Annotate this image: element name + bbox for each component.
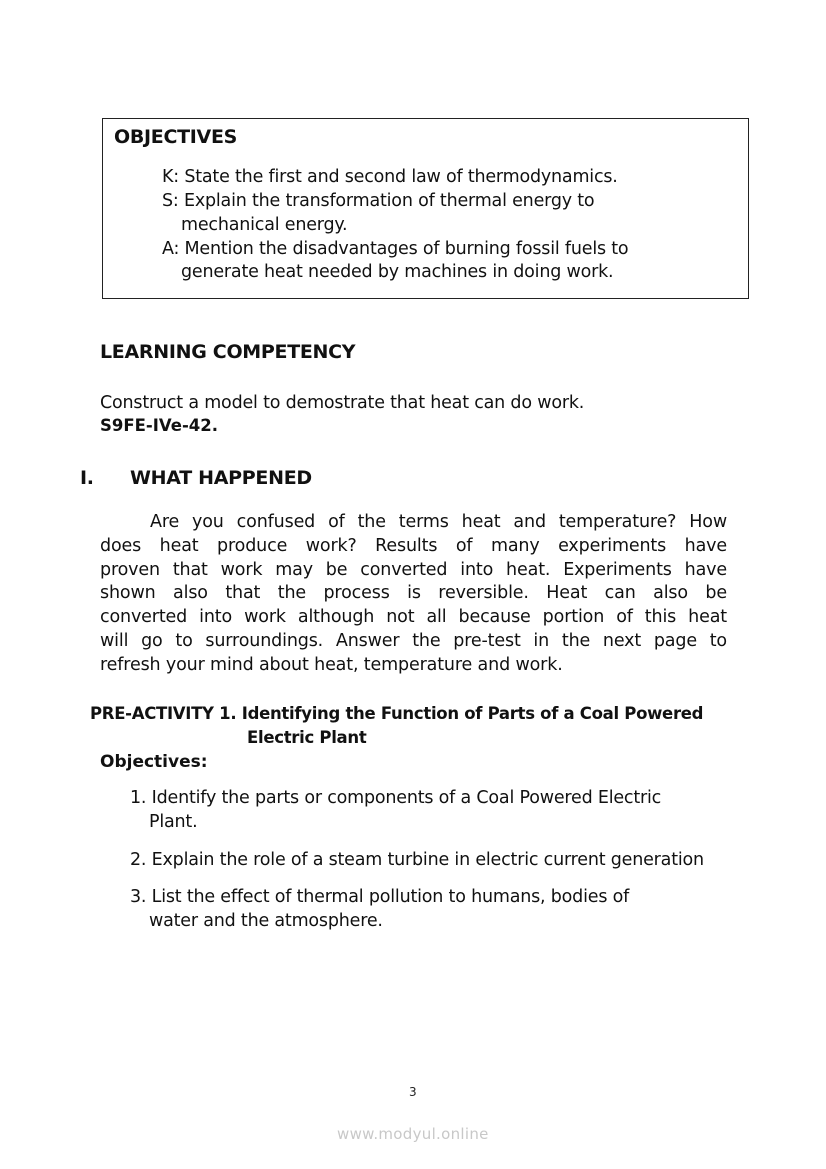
objectives-title: OBJECTIVES: [114, 126, 238, 148]
what-happened-paragraph: [100, 511, 727, 678]
paragraph-line: proven that work may be converted into heat. Experiments have: [100, 559, 727, 580]
paragraph-line: will go to surroundings. Answer the pre-test in the next page to: [100, 630, 727, 651]
pre-activity-objective-3-continued: water and the atmosphere.: [149, 911, 383, 931]
section-title: WHAT HAPPENED: [130, 467, 312, 489]
objective-s: S: Explain the transformation of thermal energy to: [162, 191, 595, 211]
learning-competency-title: LEARNING COMPETENCY: [100, 341, 356, 363]
paragraph-line: does heat produce work? Results of many experiments have: [100, 535, 727, 556]
paragraph-line: shown also that the process is reversible. Heat can also be: [100, 583, 727, 604]
objective-a-continued: generate heat needed by machines in doing work.: [181, 262, 614, 282]
section-number: I.: [80, 467, 94, 489]
paragraph-line: converted into work although not all because portion of this heat: [100, 607, 727, 628]
pre-activity-objectives-label: Objectives:: [100, 752, 208, 772]
pre-activity-objective-1-continued: Plant.: [149, 812, 198, 832]
learning-competency-text: Construct a model to demostrate that heat can do work.: [100, 393, 585, 413]
pre-activity-title-continued: Electric Plant: [247, 728, 367, 747]
pre-activity-title: PRE-ACTIVITY 1. Identifying the Function of Parts of a Coal Powered: [90, 704, 704, 723]
pre-activity-objective-2: 2. Explain the role of a steam turbine in electric current generation: [130, 850, 704, 870]
paragraph-line: refresh your mind about heat, temperature and work.: [100, 654, 563, 675]
objective-s-continued: mechanical energy.: [181, 215, 348, 235]
watermark: www.modyul.online: [337, 1125, 489, 1143]
pre-activity-objective-3: 3. List the effect of thermal pollution to humans, bodies of: [130, 887, 630, 907]
pre-activity-objective-1: 1. Identify the parts or components of a Coal Powered Electric: [130, 788, 662, 808]
paragraph-line: Are you confused of the terms heat and temperature? How: [150, 512, 727, 532]
objective-k: K: State the first and second law of thermodynamics.: [162, 167, 618, 187]
competency-code: S9FE-IVe-42.: [100, 416, 219, 435]
objective-a: A: Mention the disadvantages of burning fossil fuels to: [162, 239, 629, 259]
page-number: 3: [409, 1085, 417, 1099]
